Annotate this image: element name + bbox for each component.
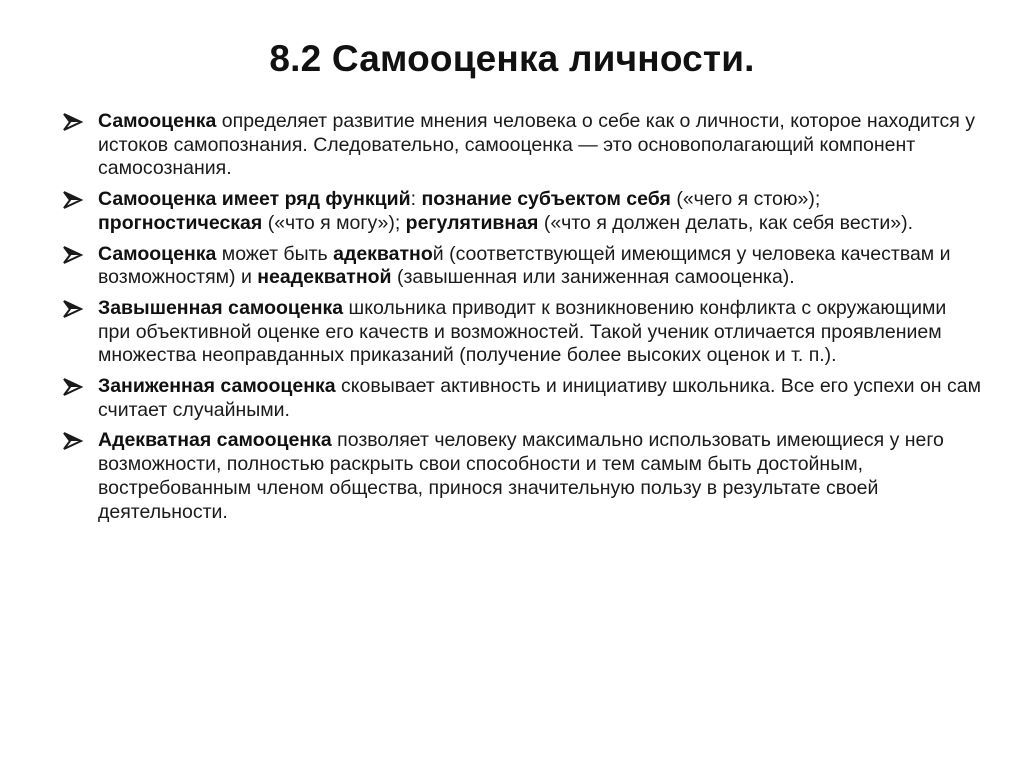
slide-title: 8.2 Самооценка личности. bbox=[269, 38, 755, 79]
bullet-list bbox=[62, 110, 982, 531]
bullet-text-run: й (соответствующей имеющимся у человека качествам и возможностям) и bbox=[98, 242, 951, 289]
bullet-text bbox=[98, 243, 951, 289]
arrowhead-bullet-icon bbox=[62, 299, 84, 319]
bullet-text-run: («что я должен делать, как себя вести»). bbox=[538, 211, 913, 234]
bullet-bold-term: Завышенная самооценка bbox=[98, 296, 344, 319]
bullet-text bbox=[98, 188, 913, 234]
bullet-bold-term: Самооценка bbox=[98, 242, 217, 265]
arrowhead-bullet-icon bbox=[62, 190, 84, 210]
bullet-bold-term: познание субъектом себя bbox=[421, 188, 671, 211]
bullet-bold-term: Адекватная самооценка bbox=[98, 429, 332, 452]
bullet-bold-term: неадекватной bbox=[257, 266, 392, 289]
bullet-text-run: определяет развитие мнения человека о себе как о личности, которое находится у истоков самопознания. Следовательно, самооценка — это основополагающий компонент самосознания. bbox=[98, 110, 975, 180]
bullet-item bbox=[62, 375, 982, 422]
bullet-item bbox=[62, 297, 982, 368]
bullet-text bbox=[98, 429, 944, 522]
bullet-bold-term: Самооценка имеет ряд функций bbox=[98, 188, 411, 211]
bullet-bold-term: регулятивная bbox=[405, 211, 539, 234]
bullet-text bbox=[98, 110, 975, 179]
bullet-item bbox=[62, 188, 982, 235]
bullet-text-run: сковывает активность и инициативу школьника. Все его успехи он сам считает случайными. bbox=[98, 375, 981, 421]
bullet-text-run: («чего я стою»); bbox=[670, 188, 821, 211]
bullet-text-run: (завышенная или заниженная самооценка). bbox=[391, 266, 795, 289]
bullet-bold-term: Заниженная самооценка bbox=[98, 375, 336, 398]
bullet-item bbox=[62, 110, 982, 181]
arrowhead-bullet-icon bbox=[62, 245, 84, 265]
bullet-text bbox=[98, 297, 946, 366]
bullet-text-run: («что я могу»); bbox=[262, 211, 406, 234]
bullet-item bbox=[62, 243, 982, 290]
bullet-bold-term: Самооценка bbox=[98, 110, 217, 132]
bullet-text-run: : bbox=[410, 188, 422, 211]
bullet-text-run: может быть bbox=[216, 242, 334, 265]
bullet-text-run: школьника приводит к возникновению конфликта с окружающими при объективной оценке его качеств и возможностей. Такой ученик отличается проявлением множества неоправданных приказаний (получение более высоких оценок и т. п.). bbox=[98, 296, 947, 367]
bullet-item bbox=[62, 429, 982, 524]
arrowhead-bullet-icon bbox=[62, 377, 84, 397]
arrowhead-bullet-icon bbox=[62, 112, 84, 132]
bullet-bold-term: адекватно bbox=[333, 242, 433, 265]
bullet-bold-term: прогностическая bbox=[98, 211, 263, 234]
arrowhead-bullet-icon bbox=[62, 431, 84, 451]
bullet-text-run: позволяет человеку максимально использовать имеющиеся у него возможности, полностью раскрыть свои способности и тем самым быть достойным, востребованным членом общества, принося значительную пользу в результате своей деятельности. bbox=[98, 429, 944, 523]
bullet-text bbox=[98, 375, 981, 421]
